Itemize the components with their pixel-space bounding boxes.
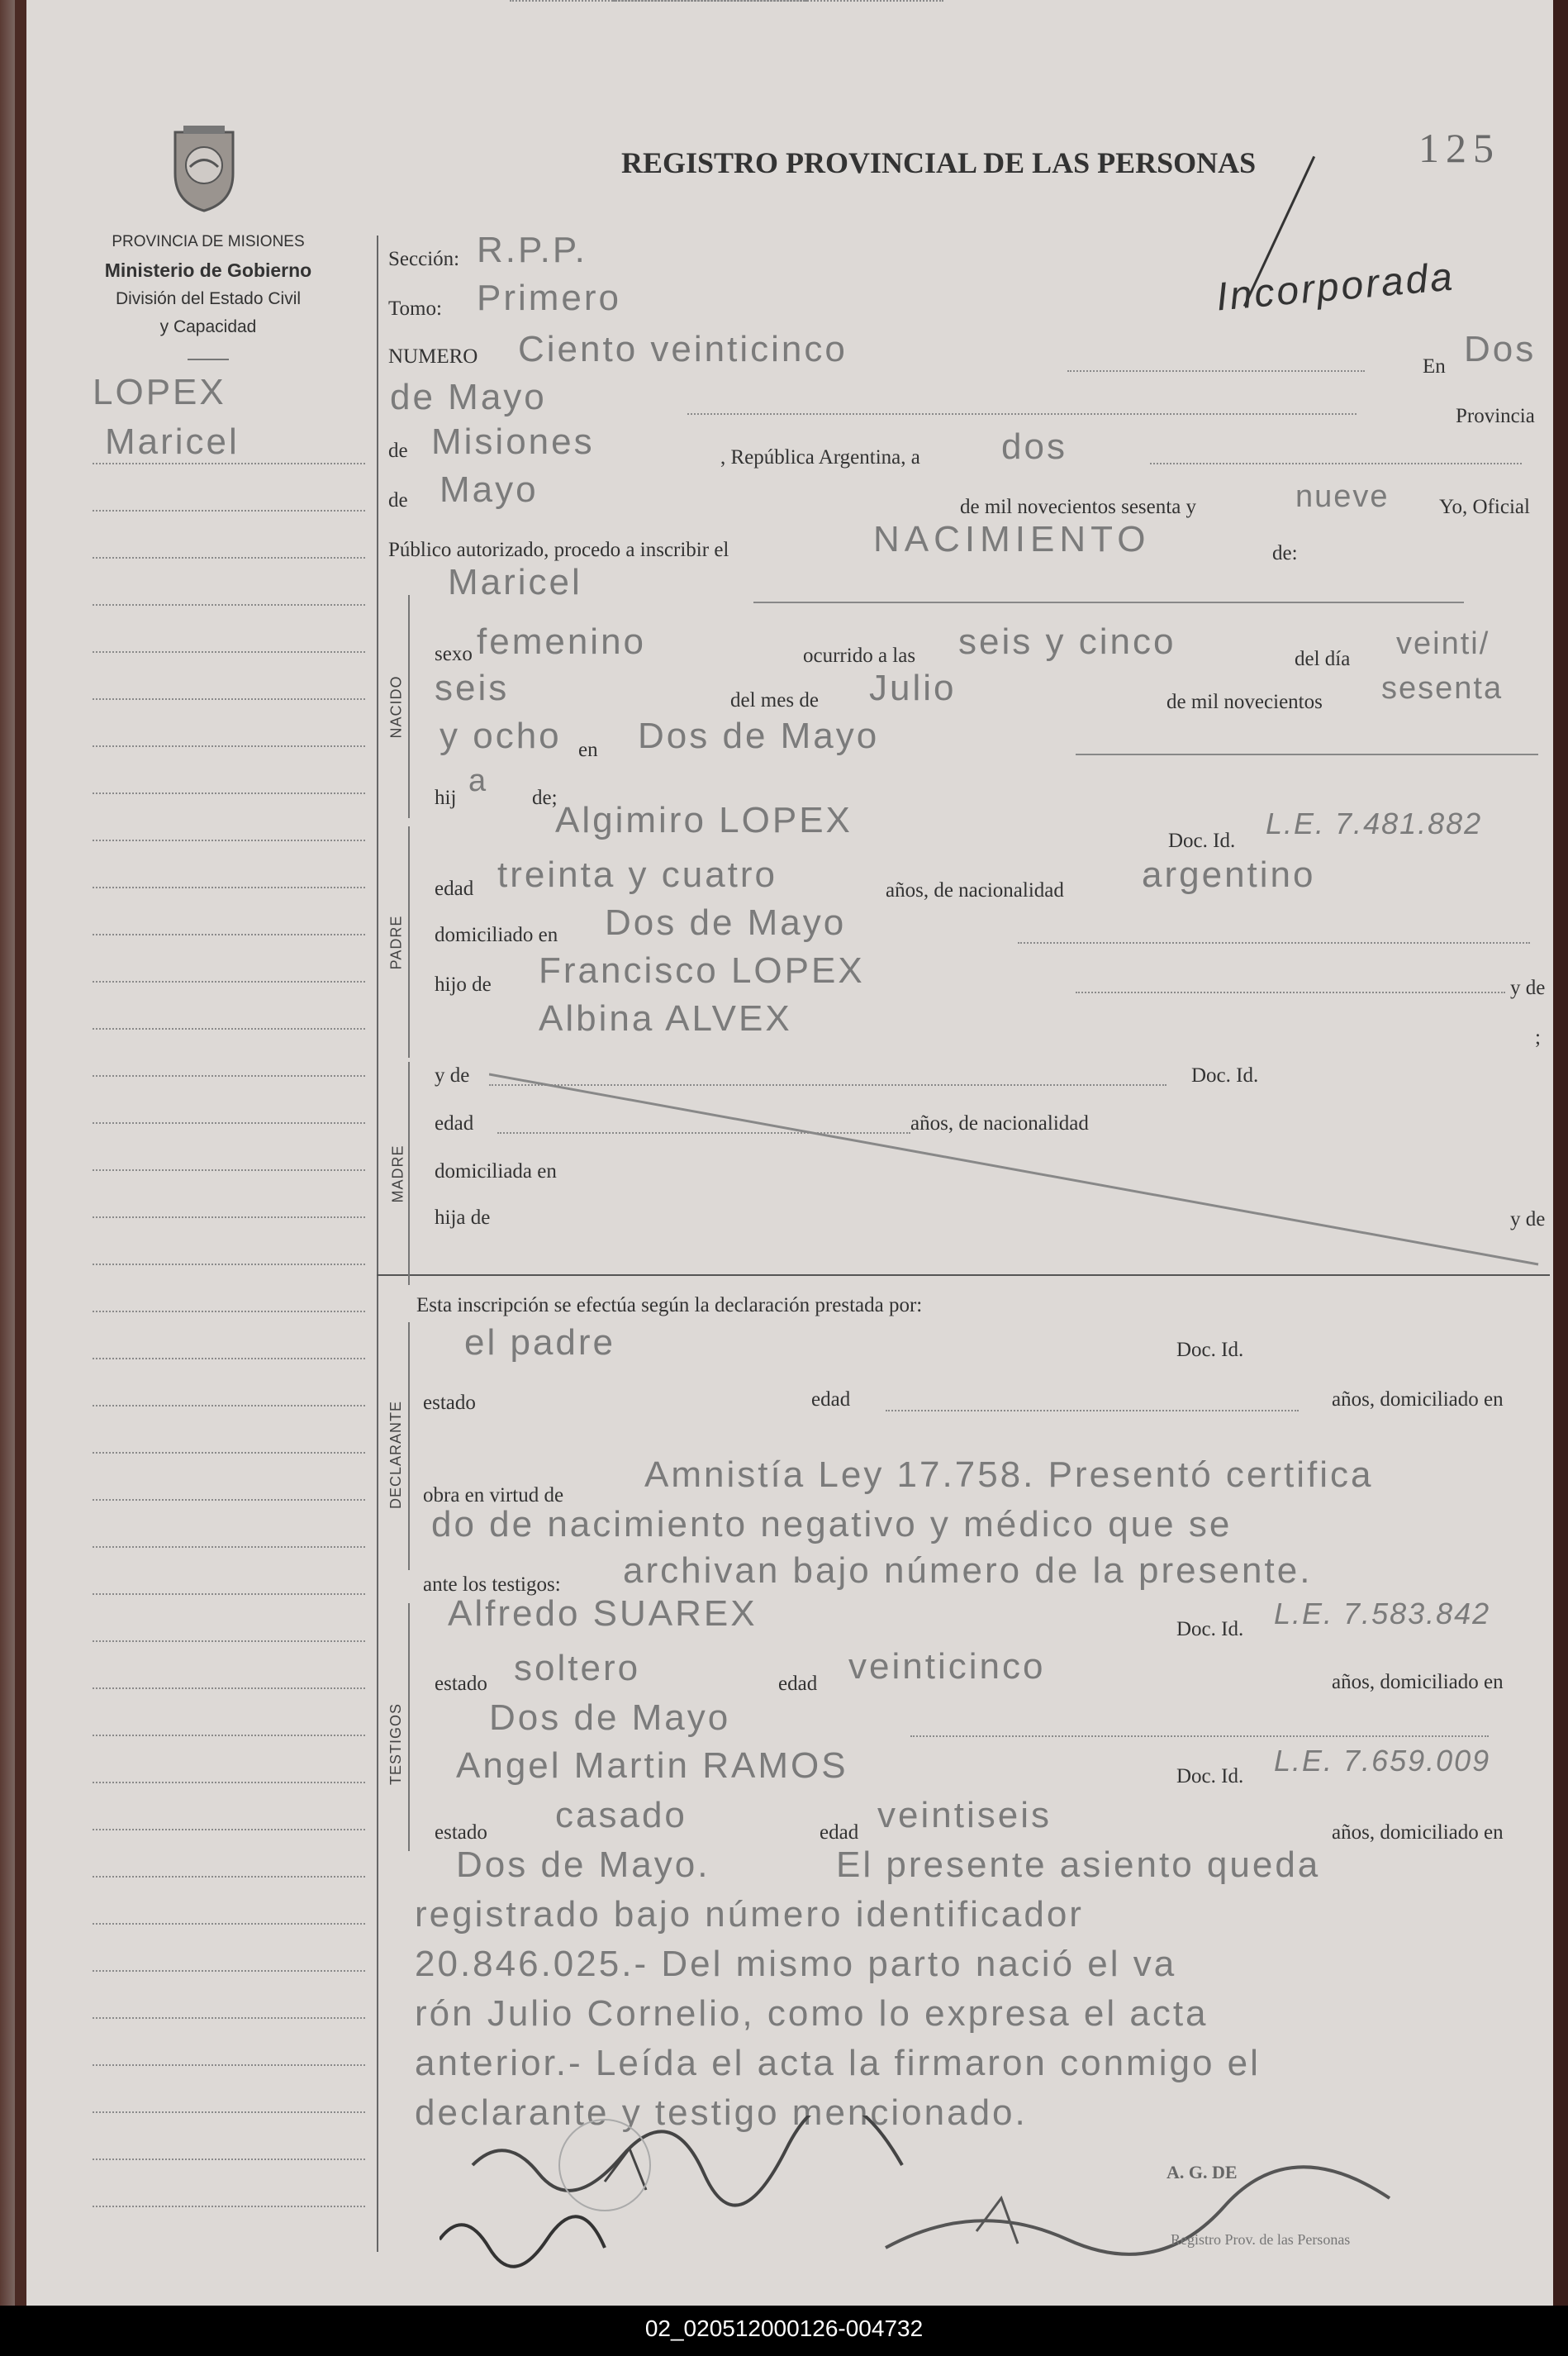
- value-tipo: NACIMIENTO: [873, 519, 1151, 559]
- document-page: [15, 0, 1553, 2306]
- label-yo-oficial: Yo, Oficial: [1439, 496, 1530, 518]
- value-obra-3: archivan bajo número de la presente.: [623, 1550, 1313, 1591]
- sidebar-rule: [93, 1264, 365, 1265]
- sidebar-rule: [93, 1593, 365, 1595]
- value-nombre: Maricel: [448, 562, 582, 602]
- value-tomo: Primero: [477, 278, 622, 318]
- value-testigo2-doc: L.E. 7.659.009: [1274, 1744, 1491, 1778]
- sidebar-rule: [93, 604, 365, 606]
- value-padre-madre: Albina ALVEX: [539, 998, 792, 1039]
- sidebar-rule: [93, 1735, 365, 1736]
- sidebar-rule: [93, 1311, 365, 1312]
- label-hija-de: hija de: [435, 1207, 491, 1229]
- lugar-underline: [1076, 754, 1538, 755]
- madre-cross-out: [489, 1066, 1547, 1273]
- label-provincia: Provincia: [1456, 405, 1535, 427]
- sidebar-rule: [93, 2111, 365, 2113]
- label-domiciliado-testigo2: años, domiciliado en: [1332, 1821, 1504, 1844]
- label-tomo: Tomo:: [388, 297, 442, 320]
- label-mil-novecientos-sesenta: de mil novecientos sesenta y: [960, 496, 1197, 518]
- label-de-provincia: de: [388, 440, 408, 462]
- sidebar-rule: [93, 745, 365, 747]
- sidebar-rule: [93, 2206, 365, 2207]
- value-testigo1-estado: soltero: [514, 1648, 641, 1688]
- province-emblem-icon: [167, 124, 241, 215]
- section-label-padre: PADRE: [387, 915, 405, 970]
- value-anio: sesenta: [1381, 671, 1504, 706]
- sidebar-rule: [93, 2064, 365, 2066]
- dots: [510, 0, 807, 2]
- section-label-testigos: TESTIGOS: [387, 1702, 405, 1786]
- value-padre-edad: treinta y cuatro: [497, 854, 778, 895]
- label-ocurrido: ocurrido a las: [803, 645, 916, 667]
- label-hij: hij: [435, 787, 457, 809]
- value-testigo1-nombre: Alfredo SUAREX: [448, 1593, 758, 1634]
- label-republica: , República Argentina, a: [720, 446, 920, 469]
- stamp-line-1: A. G. DE: [1166, 2162, 1238, 2182]
- section-rule-madre: [408, 1062, 410, 1285]
- value-testigo2-nombre: Angel Martin RAMOS: [456, 1745, 848, 1786]
- label-edad-padre: edad: [435, 878, 474, 900]
- label-numero: NUMERO: [388, 345, 478, 368]
- value-testigo1-edad: veinticinco: [848, 1646, 1046, 1687]
- label-ante-testigos: ante los testigos:: [423, 1573, 561, 1596]
- section-rule-declarante: [408, 1322, 410, 1570]
- value-dia: veinti/: [1396, 626, 1490, 661]
- sidebar-rule: [93, 557, 365, 559]
- dots: [910, 1735, 1489, 1737]
- value-mes: Julio: [869, 668, 957, 708]
- label-de-colon: de:: [1272, 542, 1298, 564]
- sidebar-capacity: y Capacidad: [159, 317, 257, 336]
- sidebar-rule: [93, 1358, 365, 1359]
- note-line-5: anterior.- Leída el acta la firmaron conmigo el: [415, 2043, 1261, 2083]
- value-obra-2: do de nacimiento negativo y médico que se: [431, 1504, 1233, 1544]
- declaration-divider: [377, 1274, 1550, 1276]
- section-label-madre: MADRE: [389, 1145, 406, 1203]
- sidebar-rule: [93, 1640, 365, 1642]
- value-lugar-nacimiento: Dos de Mayo: [638, 716, 880, 756]
- dots: [687, 413, 1357, 415]
- value-testigo1-doc: L.E. 7.583.842: [1274, 1597, 1491, 1630]
- value-en-lugar: Dos: [1464, 329, 1537, 369]
- sidebar-ministry: Ministerio de Gobierno: [104, 259, 312, 281]
- section-rule-padre: [408, 826, 410, 1058]
- sidebar-rule: [93, 792, 365, 794]
- note-line-4: rón Julio Cornelio, como lo expresa el acta: [415, 1993, 1209, 2034]
- value-dia-cont: seis: [435, 668, 510, 708]
- value-testigo2-estado: casado: [555, 1795, 687, 1835]
- sidebar-rule: [93, 1075, 365, 1077]
- label-del-mes-de: del mes de: [730, 689, 819, 712]
- label-domiciliada: domiciliada en: [435, 1160, 557, 1183]
- label-domiciliado-declarante: años, domiciliado en: [1332, 1388, 1504, 1411]
- page-number: 125: [1418, 125, 1500, 171]
- image-id-bar: [0, 2306, 1568, 2356]
- sidebar-rule: [93, 840, 365, 841]
- label-edad-madre: edad: [435, 1112, 474, 1135]
- label-de-semi: de;: [532, 787, 558, 809]
- value-anio-cont: y ocho: [440, 716, 562, 756]
- sidebar-rule: [93, 1876, 365, 1878]
- value-padre-padre: Francisco LOPEX: [539, 950, 865, 991]
- sidebar-rule: [93, 1923, 365, 1925]
- label-y-de-madre: y de: [435, 1064, 470, 1087]
- label-y-de-padre: y de: [1510, 977, 1546, 999]
- note-line-1: El presente asiento queda: [836, 1844, 1321, 1885]
- image-id: 02_020512000126-004732: [644, 2316, 924, 2341]
- value-padre-doc: L.E. 7.481.882: [1266, 807, 1483, 840]
- value-declarante: el padre: [464, 1322, 616, 1363]
- dots: [1076, 992, 1505, 993]
- sidebar-rule: [93, 934, 365, 935]
- value-en-lugar-cont: de Mayo: [390, 377, 547, 417]
- sidebar-rule: [93, 1499, 365, 1501]
- value-hora: seis y cinco: [958, 621, 1176, 662]
- sidebar-rule: [93, 1122, 365, 1124]
- label-sexo: sexo: [435, 643, 473, 665]
- value-padre-nombre: Algimiro LOPEX: [555, 800, 853, 840]
- label-y-de-madre-2: y de: [1510, 1208, 1546, 1230]
- sidebar-rule: [93, 1970, 365, 1972]
- sidebar-rule: [93, 510, 365, 512]
- label-nacionalidad-padre: años, de nacionalidad: [886, 879, 1064, 902]
- label-edad-testigo2: edad: [820, 1821, 859, 1844]
- section-label-declarante: DECLARANTE: [387, 1400, 405, 1510]
- sidebar-rule: [93, 463, 365, 464]
- value-testigo2-domicilio: Dos de Mayo.: [456, 1844, 710, 1885]
- sidebar-rule: [93, 1782, 365, 1783]
- sidebar-rule: [93, 1546, 365, 1548]
- label-doc-id-madre: Doc. Id.: [1191, 1064, 1259, 1087]
- value-provincia: Misiones: [431, 421, 595, 462]
- sidebar-rule: [93, 1687, 365, 1689]
- label-seccion: Sección:: [388, 248, 460, 270]
- value-dia-inscripcion: dos: [1001, 426, 1067, 467]
- value-testigo1-domicilio: Dos de Mayo: [489, 1697, 731, 1738]
- label-doc-id-padre: Doc. Id.: [1168, 830, 1236, 852]
- label-nacionalidad-madre: años, de nacionalidad: [910, 1112, 1089, 1135]
- label-en: En: [1423, 355, 1446, 378]
- section-label-nacido: NACIDO: [387, 675, 405, 739]
- value-padre-nacionalidad: argentino: [1142, 854, 1316, 895]
- label-publico: Público autorizado, procedo a inscribir el: [388, 539, 729, 561]
- label-estado-testigo2: estado: [435, 1821, 487, 1844]
- sidebar-rule: [93, 2017, 365, 2019]
- label-estado-testigo1: estado: [435, 1673, 487, 1695]
- dots: [1067, 370, 1365, 372]
- value-padre-domicilio: Dos de Mayo: [605, 902, 847, 943]
- dots: [1018, 942, 1530, 944]
- sidebar-rule: [93, 1216, 365, 1218]
- label-declaracion: Esta inscripción se efectúa según la declaración prestada por:: [416, 1294, 923, 1316]
- name-underline: [753, 602, 1464, 603]
- main-column-border: [377, 236, 378, 2252]
- dots: [1150, 463, 1522, 464]
- stamp-line-2: Registro Prov. de las Personas: [1171, 2231, 1351, 2248]
- sidebar-rule: [93, 1829, 365, 1830]
- label-edad-testigo1: edad: [778, 1673, 818, 1695]
- label-estado-declarante: estado: [423, 1392, 476, 1414]
- registry-title: REGISTRO PROVINCIAL DE LAS PERSONAS: [621, 146, 1257, 179]
- label-en: en: [578, 739, 598, 761]
- sidebar-rule: [93, 651, 365, 653]
- note-line-6: declarante y testigo mencionado.: [415, 2092, 1028, 2133]
- note-line-2: registrado bajo número identificador: [415, 1894, 1084, 1935]
- label-mil-novecientos: de mil novecientos: [1166, 691, 1323, 713]
- section-rule-testigos: [408, 1603, 410, 1851]
- label-domiciliado-padre: domiciliado en: [435, 924, 558, 946]
- value-obra-1: Amnistía Ley 17.758. Presentó certifica: [644, 1454, 1374, 1495]
- value-hij-suffix: a: [468, 764, 488, 798]
- value-seccion: R.P.P.: [477, 230, 587, 270]
- sidebar-rule: [93, 981, 365, 983]
- sidebar-surname: LOPEX: [93, 372, 226, 412]
- sidebar-rule: [93, 1028, 365, 1030]
- sidebar-given-name: Maricel: [105, 421, 240, 462]
- label-edad-declarante: edad: [811, 1388, 851, 1411]
- sidebar-rule: [93, 1452, 365, 1454]
- label-doc-id-declarante: Doc. Id.: [1176, 1339, 1244, 1361]
- incorporation-annotation: Incorporada: [1214, 255, 1456, 320]
- label-doc-id-testigo1: Doc. Id.: [1176, 1618, 1244, 1640]
- label-domiciliado-testigo1: años, domiciliado en: [1332, 1671, 1504, 1693]
- section-rule-nacido: [408, 595, 410, 818]
- label-obra: obra en virtud de: [423, 1484, 564, 1506]
- sidebar-divider: [188, 359, 229, 360]
- sidebar-rule: [93, 887, 365, 888]
- sidebar-rule: [93, 1169, 365, 1171]
- sidebar-division: División del Estado Civil: [115, 289, 302, 308]
- label-de-mes: de: [388, 489, 408, 512]
- label-del-dia: del día: [1295, 648, 1351, 670]
- note-line-3: 20.846.025.- Del mismo parto nació el va: [415, 1944, 1177, 1984]
- value-anio-inscripcion: nueve: [1295, 479, 1390, 514]
- label-hijo-de: hijo de: [435, 973, 492, 996]
- value-testigo2-edad: veintiseis: [877, 1795, 1052, 1835]
- value-sexo: femenino: [477, 621, 647, 662]
- label-semicolon: ;: [1535, 1026, 1541, 1049]
- value-mes-inscripcion: Mayo: [440, 469, 539, 510]
- sidebar-province: PROVINCIA DE MISIONES: [112, 233, 305, 250]
- sidebar-rule: [93, 698, 365, 700]
- dots: [886, 1410, 1299, 1411]
- value-numero: Ciento veinticinco: [518, 329, 848, 369]
- sidebar-rule: [93, 1405, 365, 1406]
- sidebar-rule: [93, 2158, 365, 2160]
- label-doc-id-testigo2: Doc. Id.: [1176, 1765, 1244, 1787]
